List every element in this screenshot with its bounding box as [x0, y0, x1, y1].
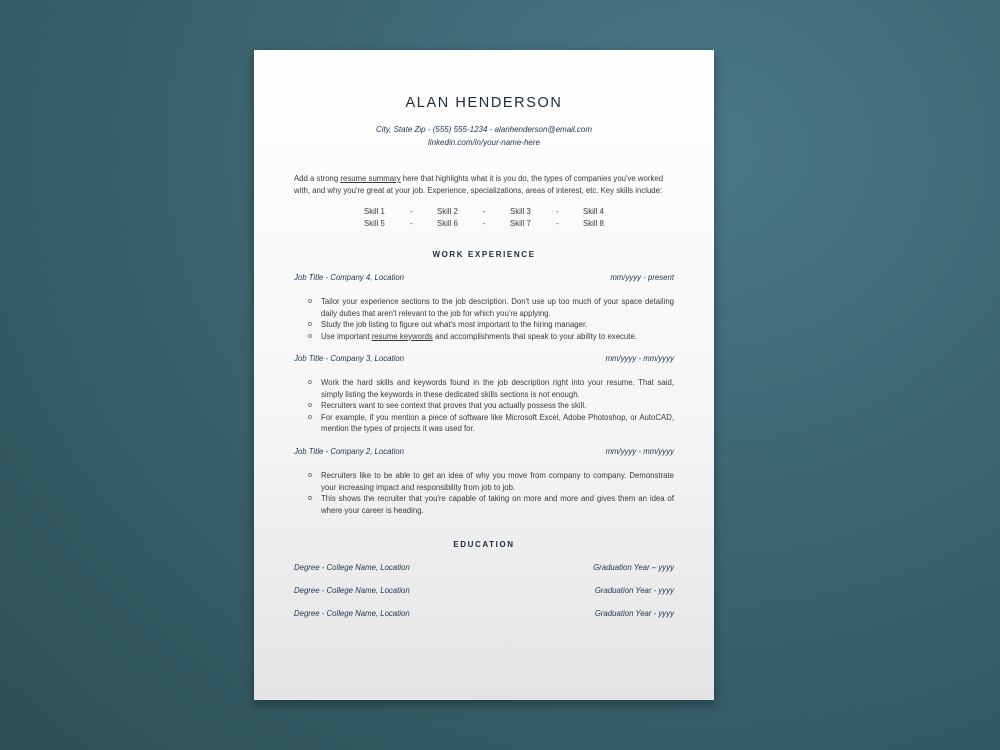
summary-paragraph	[294, 173, 674, 197]
skill-separator: -	[410, 218, 413, 228]
skill-item: Skill 8	[583, 218, 604, 228]
job-bullets	[294, 470, 674, 516]
job-title: Job Title - Company 3, Location	[294, 354, 405, 363]
job-title: Job Title - Company 2, Location	[294, 447, 405, 456]
job-header	[294, 354, 674, 363]
graduation-year: Graduation Year - yyyy	[594, 609, 674, 618]
contact-info: City, State Zip - (555) 555-1234 - alanhenderson@email.com	[375, 125, 593, 134]
bullet-text: Study the job listing to figure out what's most important to the hiring manager.	[321, 320, 588, 329]
summary-text-2: here that highlights what it is you do, the types of companies you've worked with, and why you're great at your job. Experience, specializations, areas of interest, etc. Key skills include:	[294, 174, 664, 195]
bullet-marker: o	[308, 332, 312, 340]
bullet-item	[294, 493, 674, 516]
skill-item: Skill 5	[364, 218, 385, 228]
skills-row	[254, 219, 714, 231]
skill-item: Skill 3	[510, 207, 531, 216]
skill-separator: -	[483, 207, 486, 216]
bullet-text: This shows the recruiter that you're capable of taking on more and more and gives them an idea of where your career is heading.	[321, 494, 674, 515]
skill-item: Skill 6	[437, 218, 458, 228]
bullet-text: Recruiters like to be able to get an idea of why you move from company to company. Demonstrate your increasing impact and responsibility from job to job.	[321, 471, 674, 492]
work-experience-heading: WORK EXPERIENCE	[432, 250, 536, 259]
bullet-item	[294, 331, 674, 343]
bullet-text: Work the hard skills and keywords found in the job description right into your resume. That said, simply listing the keywords in these dedicated skills sections is not enough.	[321, 378, 674, 399]
bullet-marker: o	[308, 321, 312, 328]
bullet-text: Recruiters want to see context that proves that you actually possess the skill.	[321, 401, 587, 410]
education-heading: EDUCATION	[453, 540, 515, 549]
degree: Degree - College Name, Location	[294, 563, 410, 572]
skill-item: Skill 4	[583, 207, 604, 216]
education-entry	[294, 563, 674, 572]
bullet-item	[294, 470, 674, 493]
degree: Degree - College Name, Location	[294, 586, 410, 595]
resume-summary-link[interactable]: resume summary	[340, 174, 401, 183]
summary-text-1: Add a strong	[294, 174, 341, 183]
bullet-item	[294, 400, 674, 412]
education-entry	[294, 586, 674, 595]
skill-separator: -	[410, 207, 413, 216]
degree: Degree - College Name, Location	[294, 609, 410, 618]
job-header	[294, 273, 674, 282]
resume-name: ALAN HENDERSON	[405, 95, 563, 111]
skills-row	[254, 207, 714, 219]
bullet-text-2: and accomplishments that speak to your ability to execute.	[432, 331, 637, 341]
skill-item: Skill 1	[364, 207, 385, 216]
job-dates: mm/yyyy - mm/yyyy	[605, 354, 674, 363]
bullet-text: Tailor your experience sections to the job description. Don't use up too much of your space detailing daily duties that aren't relevant to the job for which you're applying.	[321, 297, 674, 318]
education-entry	[294, 609, 674, 618]
job-dates: mm/yyyy - mm/yyyy	[605, 447, 674, 456]
job-bullets	[294, 377, 674, 435]
bullet-marker: o	[308, 402, 312, 409]
resume-keywords-link[interactable]: resume keywords	[371, 331, 433, 341]
job-dates: mm/yyyy - present	[610, 273, 674, 282]
bullet-text: For example, if you mention a piece of software like Microsoft Excel, Adobe Photoshop, or AutoCAD, mention the types of projects it was used for.	[321, 412, 674, 433]
bullet-item	[294, 377, 674, 400]
skill-item: Skill 2	[437, 207, 458, 216]
bullet-marker: o	[308, 413, 312, 421]
job-title: Job Title - Company 4, Location	[294, 273, 405, 282]
bullet-text-1: Use important	[321, 331, 372, 341]
bullet-marker: o	[308, 472, 312, 479]
bullet-item	[294, 412, 674, 435]
job-bullets	[294, 296, 674, 342]
bullet-marker: o	[308, 495, 312, 502]
skill-item: Skill 7	[510, 218, 531, 228]
graduation-year: Graduation Year - yyyy	[594, 586, 674, 595]
bullet-marker: o	[308, 298, 312, 305]
skill-separator: -	[556, 207, 559, 216]
bullet-marker: o	[308, 379, 312, 386]
bullet-item	[294, 319, 674, 331]
bullet-item	[294, 296, 674, 319]
graduation-year: Graduation Year – yyyy	[593, 563, 674, 572]
skill-separator: -	[556, 218, 559, 228]
linkedin-url: linkedin.com/in/your-name-here	[428, 138, 540, 147]
skill-separator: -	[483, 218, 486, 228]
job-header	[294, 447, 674, 456]
resume-page	[254, 50, 714, 700]
skills-grid	[254, 207, 714, 230]
